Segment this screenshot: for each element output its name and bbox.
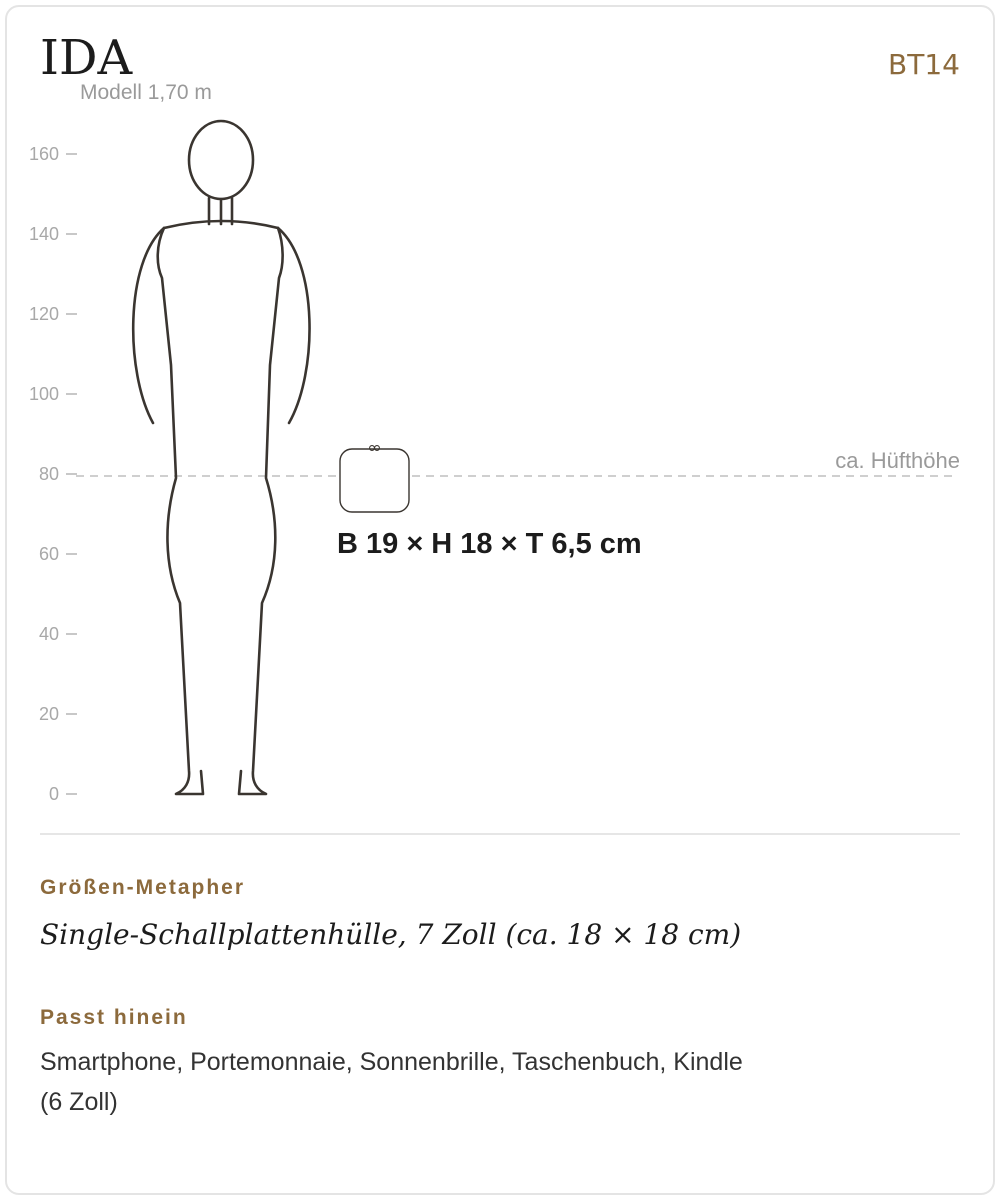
scale-tick-label: 20 — [38, 704, 59, 724]
scale-tick-label: 0 — [48, 784, 59, 804]
scale-tick-label: 100 — [28, 384, 59, 404]
fits-inside-heading: Passt hinein — [40, 1006, 188, 1029]
section-divider — [40, 833, 960, 835]
bag-icon — [340, 446, 409, 512]
bag-dimensions: B 19 × H 18 × T 6,5 cm — [337, 528, 642, 560]
scale-tick-label: 60 — [38, 544, 59, 564]
model-silhouette-icon — [133, 121, 309, 794]
fits-inside-text: Smartphone, Portemonnaie, Sonnenbrille, Taschenbuch, Kindle (6 Zoll) — [40, 1048, 743, 1116]
product-name: IDA — [40, 30, 133, 86]
scale-tick-label: 80 — [38, 464, 59, 484]
product-code: BT14 — [888, 48, 960, 81]
model-height-label: Modell 1,70 m — [80, 81, 212, 104]
hip-height-label: ca. Hüfthöhe — [835, 448, 960, 473]
size-metaphor-text: Single-Schallplattenhülle, 7 Zoll (ca. 18 × 18 cm) — [40, 918, 742, 951]
size-metaphor-heading: Größen-Metapher — [40, 876, 246, 899]
scale-tick-label: 160 — [28, 144, 59, 164]
scale-tick-label: 40 — [38, 624, 59, 644]
scale-tick-label: 140 — [28, 224, 59, 244]
height-scale — [29, 144, 77, 804]
scale-tick-label: 120 — [28, 304, 59, 324]
